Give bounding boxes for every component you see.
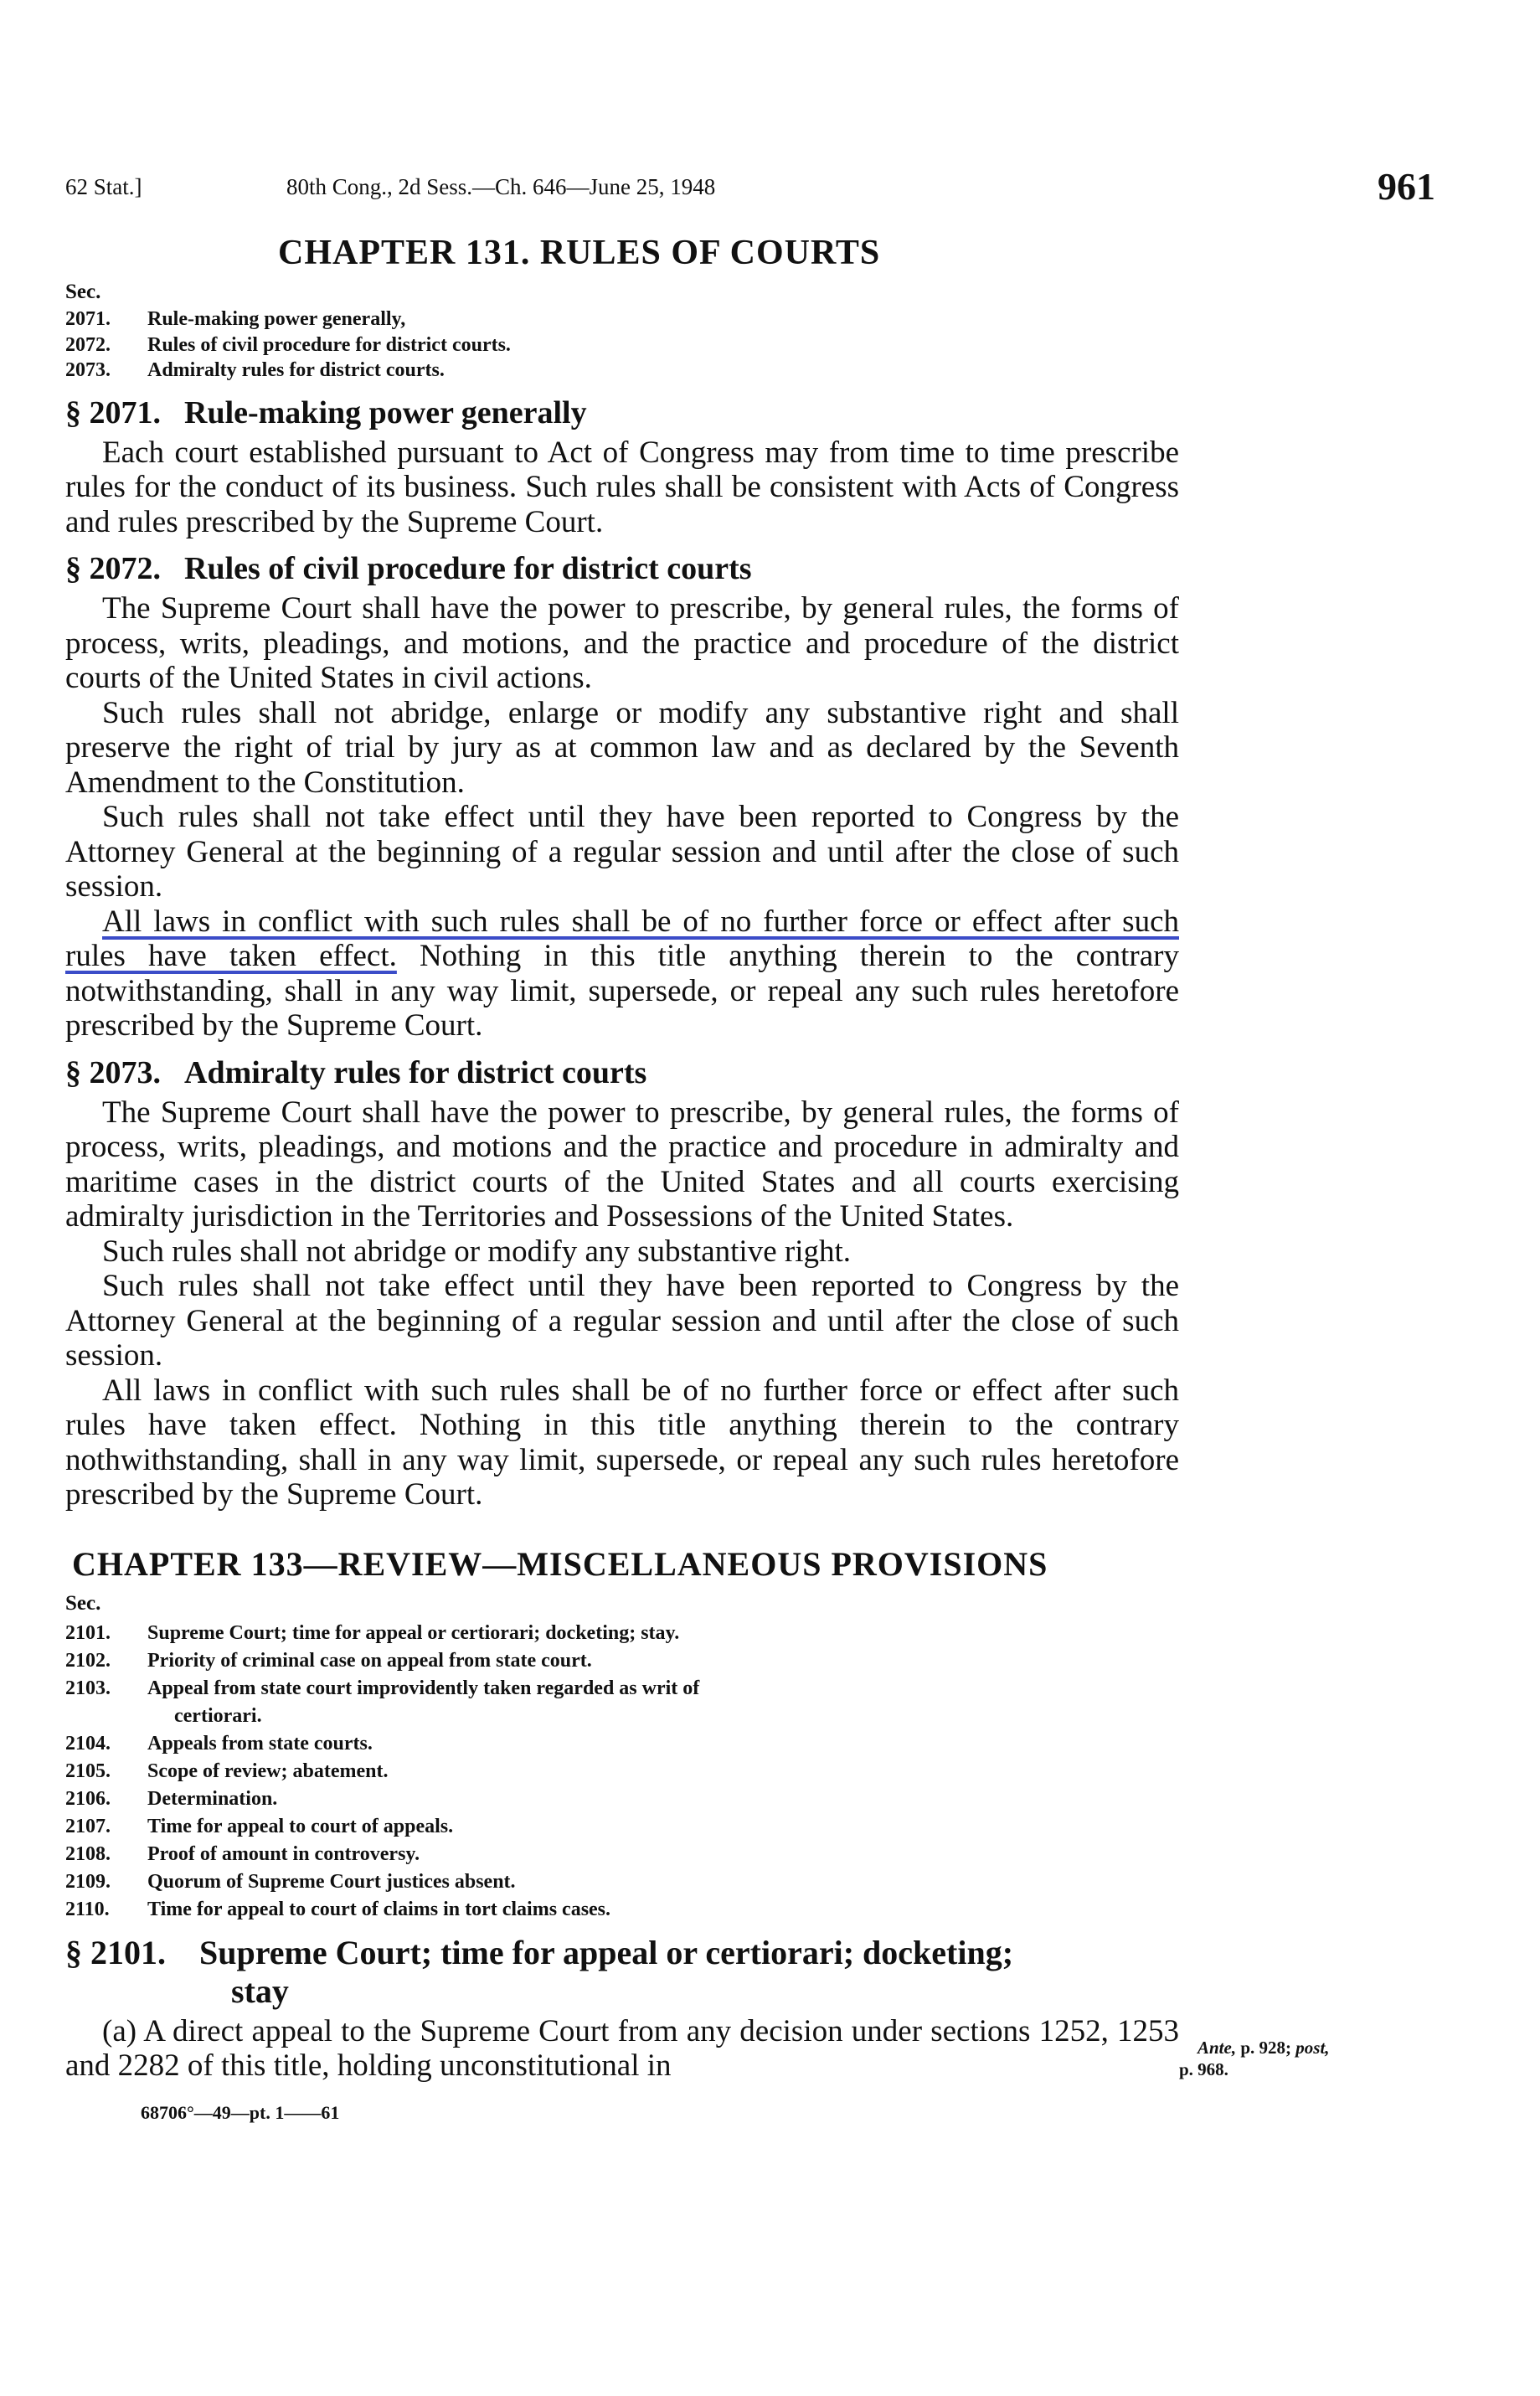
chapter-133-sec-label: Sec. [65,1591,101,1615]
page-number: 961 [1378,165,1435,208]
paragraph: Such rules shall not take effect until they have been reported to Congress by the Attorney General at the beginning of a regular session and until after the close of such session. [65,800,1179,904]
paragraph: Each court established pursuant to Act of Congress may from time to time prescribe rules for the conduct of its business. Such rules shall be consistent with Acts of Congress and rules prescribed by the Supreme Court. [65,435,1179,539]
toc-item[interactable]: 2102. Priority of criminal case on appeal from state court. [65,1649,592,1672]
chapter-131-toc [65,307,1540,384]
highlighted-underline: All laws in conflict with such rules shall be of no further force or effect after such rules have taken effect. [65,904,1179,973]
section-2101-heading-continuation: stay [231,1971,289,2010]
running-head [65,164,1540,218]
section-2073-body [65,1095,1179,1512]
paragraph: All laws in conflict with such rules shall be of no further force or effect after such rules have taken effect. Nothing in this title anything therein to the contrary nothwithstanding, shall in any way limit, supersede, or repeal any such rules heretofore prescribed by the Supreme Court. [65,1373,1179,1512]
running-head-session: 80th Cong., 2d Sess.—Ch. 646—June 25, 1948 [286,174,716,199]
section-2072-body [65,591,1179,1043]
paragraph: The Supreme Court shall have the power to prescribe, by general rules, the forms of process, writs, pleadings, and motions and the practice and procedure in admiralty and maritime cases in the district courts of the United States and all courts exercising admiralty jurisdiction in the Territories and Possessions of the United States. [65,1095,1179,1234]
toc-item[interactable]: 2071. Rule-making power generally, [65,308,406,330]
toc-item[interactable]: 2072. Rules of civil procedure for district courts. [65,333,511,356]
toc-item[interactable]: 2108. Proof of amount in controversy. [65,1842,420,1865]
section-2071-body [65,435,1179,540]
paragraph-continuation: Nothing in this title anything therein to the contrary notwithstanding, shall in any way limit, supersede, or repeal any such rules heretofore prescribed by the Supreme Court. [65,939,1179,1043]
chapter-131-sec-label: Sec. [65,281,101,303]
section-2073-heading: § 2073. Admiralty rules for district courts [65,1054,647,1090]
section-2101-block [65,2014,1540,2084]
section-2101-body [65,2014,1179,2084]
paragraph [65,904,1179,1043]
paragraph: (a) A direct appeal to the Supreme Court from any decision under sections 1252, 1253 and 2282 of this title, holding unconstitutional in [65,2013,1179,2083]
toc-item[interactable]: 2106. Determination. [65,1787,278,1810]
toc-item-continuation: certiorari. [174,1704,262,1727]
toc-item[interactable]: 2073. Admiralty rules for district courts. [65,359,445,381]
toc-item[interactable]: 2110. Time for appeal to court of claims in tort claims cases. [65,1898,611,1920]
paragraph: Such rules shall not abridge, enlarge or modify any substantive right and shall preserve the right of trial by jury as at common law and as declared by the Seventh Amendment to the Constitution. [65,695,1179,800]
print-code-footer: 68706°—49—pt. 1——61 [141,2101,340,2123]
section-2101-heading: § 2101. Supreme Court; time for appeal or certiorari; docketing; [65,1933,1014,1971]
toc-item[interactable]: 2104. Appeals from state courts. [65,1732,373,1754]
paragraph: Such rules shall not abridge or modify any substantive right. [102,1234,852,1269]
chapter-131-title: CHAPTER 131. RULES OF COURTS [278,234,881,272]
chapter-133-title: CHAPTER 133—REVIEW—MISCELLANEOUS PROVISIONS [72,1544,1048,1583]
toc-item[interactable]: 2101. Supreme Court; time for appeal or certiorari; docketing; stay. [65,1621,680,1644]
toc-item[interactable]: 2105. Scope of review; abatement. [65,1760,389,1782]
chapter-133-toc [65,1620,1540,1924]
margin-note: Ante, p. 928; post, p. 968. [1179,2037,1330,2079]
toc-item[interactable]: 2107. Time for appeal to court of appeals. [65,1815,454,1837]
paragraph: Such rules shall not take effect until they have been reported to Congress by the Attorney General at the beginning of a regular session and until after the close of such session. [65,1269,1179,1373]
paragraph: The Supreme Court shall have the power to prescribe, by general rules, the forms of process, writs, pleadings, and motions, and the practice and procedure of the district courts of the United States in civil actions. [65,591,1179,695]
toc-item[interactable]: 2109. Quorum of Supreme Court justices absent. [65,1870,516,1893]
section-2072-heading: § 2072. Rules of civil procedure for district courts [65,551,752,586]
running-head-volume: 62 Stat.] [65,174,142,199]
toc-item[interactable]: 2103. Appeal from state court improvidently taken regarded as writ of [65,1677,700,1699]
section-2071-heading: § 2071. Rule-making power generally [65,394,587,430]
